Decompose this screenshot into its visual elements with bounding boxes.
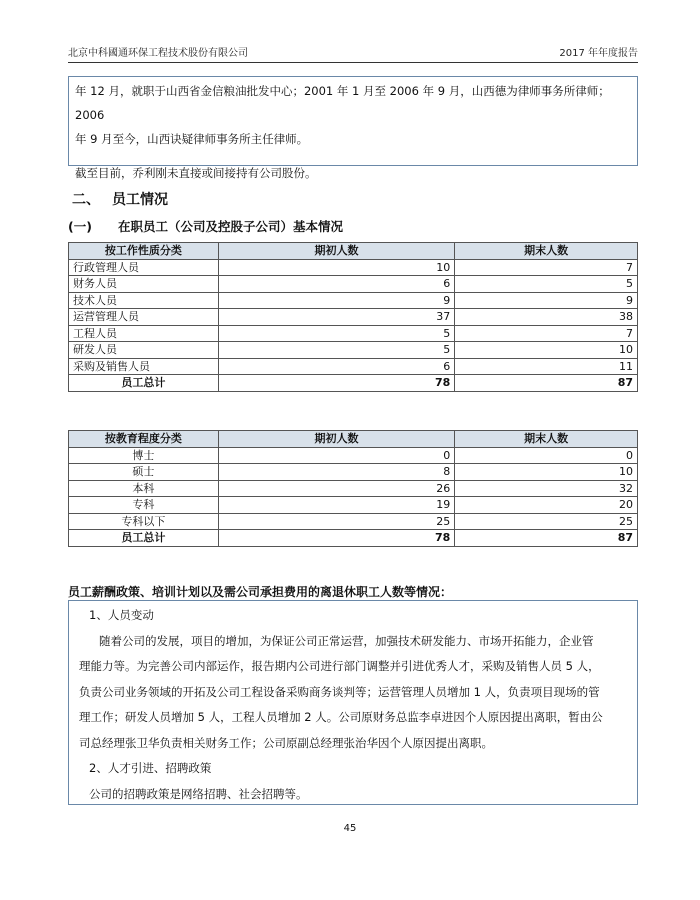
header-report: 2017 年年度报告: [559, 48, 638, 59]
subsection-title: [68, 217, 343, 235]
bio-line: 年 9 月至今，山西诀疑律师事务所主任律师。: [75, 132, 309, 146]
bio-box: [68, 76, 638, 180]
cell-end: 0: [455, 447, 638, 464]
cell-end: 7: [455, 325, 638, 342]
row-label: 专科: [69, 497, 219, 514]
section-title: [72, 189, 168, 209]
cell-end: 38: [455, 309, 638, 326]
row-label: 技术人员: [69, 292, 219, 309]
row-label: 行政管理人员: [69, 259, 219, 276]
cell-start: 9: [218, 292, 455, 309]
table-row: [69, 358, 638, 375]
table-row: [69, 292, 638, 309]
row-label: 硕士: [69, 464, 219, 481]
cell-start: 6: [218, 358, 455, 375]
bio-line: 截至目前，乔利刚未直接或间接持有公司股份。: [75, 166, 317, 180]
page-number: 45: [343, 823, 357, 834]
table-row: [69, 325, 638, 342]
table-header-row: [69, 431, 638, 448]
header-rule: [68, 62, 638, 63]
row-label: 本科: [69, 480, 219, 497]
column-header: 期末人数: [455, 243, 638, 260]
total-start: 78: [218, 530, 455, 547]
staff-by-role-table: [68, 242, 638, 392]
row-label: 财务人员: [69, 276, 219, 293]
page-header: [68, 44, 638, 60]
cell-end: 9: [455, 292, 638, 309]
cell-start: 26: [218, 480, 455, 497]
total-start: 78: [218, 375, 455, 392]
subsection-number: (一): [68, 219, 92, 234]
cell-start: 0: [218, 447, 455, 464]
cell-start: 6: [218, 276, 455, 293]
column-header: 期初人数: [218, 243, 455, 260]
subsection-text: 在职员工（公司及控股子公司）基本情况: [118, 219, 344, 234]
policy-paragraph-line: 理能力等。为完善公司内部运作，报告期内公司进行部门调整并引进优秀人才，采购及销售人员 5 人，: [79, 659, 600, 673]
policy-box: [68, 600, 638, 805]
cell-end: 5: [455, 276, 638, 293]
cell-start: 5: [218, 342, 455, 359]
policy-paragraph-line: 公司的招聘政策是网络招聘、社会招聘等。: [89, 786, 308, 801]
policy-title: 员工薪酬政策、培训计划以及需公司承担费用的离退休职工人数等情况：: [68, 585, 453, 599]
total-end: 87: [455, 530, 638, 547]
policy-paragraph-line: 理工作；研发人员增加 5 人，工程人员增加 2 人。公司原财务总监李卓进因个人原因提出离职，暂由公: [79, 710, 603, 724]
table-row: [69, 276, 638, 293]
cell-end: 10: [455, 342, 638, 359]
cell-start: 8: [218, 464, 455, 481]
staff-by-education-table: [68, 430, 638, 547]
column-header: 按教育程度分类: [69, 431, 219, 448]
column-header: 按工作性质分类: [69, 243, 219, 260]
policy-paragraph-line: 司总经理张卫华负责相关财务工作；公司原副总经理张治华因个人原因提出离职。: [79, 735, 493, 750]
cell-end: 10: [455, 464, 638, 481]
section-text: 员工情况: [112, 192, 168, 208]
row-label: 专科以下: [69, 513, 219, 530]
total-label: 员工总计: [69, 530, 219, 547]
header-company: 北京中科國通环保工程技术股份有限公司: [68, 48, 248, 59]
cell-start: 37: [218, 309, 455, 326]
policy-paragraph-line: 随着公司的发展，项目的增加，为保证公司正常运营，加强技术研发能力、市场开拓能力，企业管: [99, 633, 594, 648]
table-row: [69, 342, 638, 359]
cell-end: 7: [455, 259, 638, 276]
table-row: [69, 309, 638, 326]
table-header-row: [69, 243, 638, 260]
cell-start: 10: [218, 259, 455, 276]
cell-start: 19: [218, 497, 455, 514]
row-label: 采购及销售人员: [69, 358, 219, 375]
policy-paragraph-line: 负责公司业务领域的开拓及公司工程设备采购商务谈判等；运营管理人员增加 1 人，负责项目现场的管: [79, 684, 600, 699]
table-row: [69, 447, 638, 464]
total-row: [69, 375, 638, 392]
cell-end: 25: [455, 513, 638, 530]
cell-start: 5: [218, 325, 455, 342]
total-row: [69, 530, 638, 547]
total-label: 员工总计: [69, 375, 219, 392]
table-row: [69, 497, 638, 514]
cell-end: 32: [455, 480, 638, 497]
cell-start: 25: [218, 513, 455, 530]
total-end: 87: [455, 375, 638, 392]
row-label: 运营管理人员: [69, 309, 219, 326]
policy-item-heading: 1、人员变动: [89, 608, 154, 622]
table-row: [69, 513, 638, 530]
row-label: 研发人员: [69, 342, 219, 359]
column-header: 期末人数: [455, 431, 638, 448]
bio-line: 年 12 月，就职于山西省金信粮油批发中心；2001 年 1 月至 2006 年 9 月，山西德为律师事务所律师；2006: [75, 84, 610, 122]
row-label: 博士: [69, 447, 219, 464]
policy-item-heading: 2、人才引进、招聘政策: [89, 761, 212, 775]
cell-end: 11: [455, 358, 638, 375]
section-number: 二、: [72, 192, 100, 208]
table-row: [69, 480, 638, 497]
table-row: [69, 259, 638, 276]
column-header: 期初人数: [218, 431, 455, 448]
table-row: [69, 464, 638, 481]
row-label: 工程人员: [69, 325, 219, 342]
cell-end: 20: [455, 497, 638, 514]
